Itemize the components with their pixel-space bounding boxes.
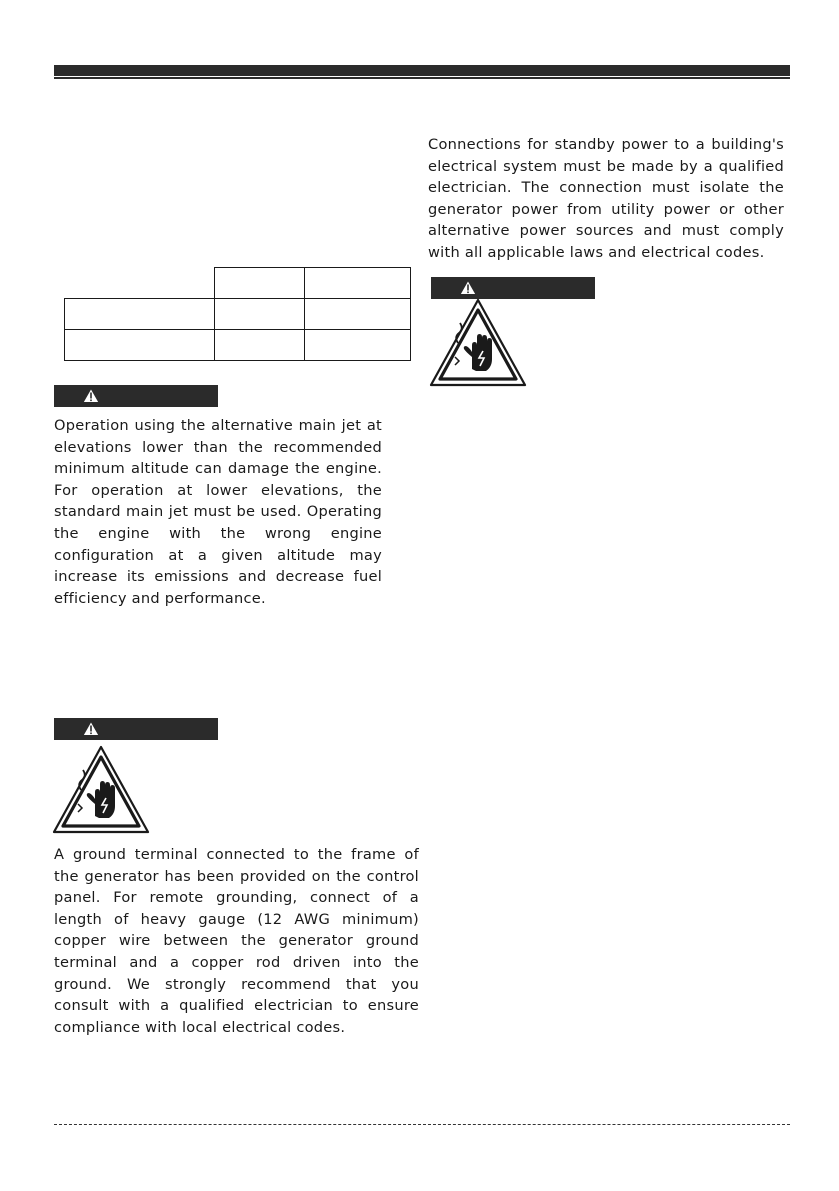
- warning-triangle-icon: [82, 387, 100, 404]
- table-cell: [65, 268, 215, 299]
- warning-label-altitude: [54, 385, 218, 407]
- altitude-warning-paragraph: Operation using the alternative main jet at elevations lower than the recommended minimum altitude can damage the engine. For operation at lower elevations, the standard main jet must be used. Operating the engine with the wrong engine configuration at a given altitude may increase its emissions and decrease fuel efficiency and performance.: [54, 417, 382, 607]
- footer-dashed-rule: [54, 1124, 790, 1125]
- table-row: [65, 299, 411, 330]
- table-cell: [305, 299, 411, 330]
- electric-shock-hand-icon: [51, 744, 151, 837]
- table-row: [65, 268, 411, 299]
- table-cell: [305, 330, 411, 361]
- table-cell: [215, 299, 305, 330]
- table-cell: [65, 299, 215, 330]
- warning-label-grounding: [54, 718, 218, 740]
- table-cell: [215, 268, 305, 299]
- warning-triangle-icon: [459, 279, 477, 296]
- standby-connection-paragraph: Connections for standby power to a building's electrical system must be made by a qualified electrician. The connection must isolate the generator power from utility power or other alternative power sources and must comply with all applicable laws and electrical codes.: [428, 136, 784, 261]
- warning-triangle-icon: [82, 720, 100, 737]
- header-bar: [54, 65, 790, 76]
- grounding-paragraph: A ground terminal connected to the frame of the generator has been provided on the control panel. For remote grounding, connect of a length of heavy gauge (12 AWG minimum) copper wire between the generator ground terminal and a copper rod driven into the ground. We strongly recommend that you consult with a qualified electrician to ensure compliance with local electrical codes.: [54, 846, 419, 1036]
- altitude-jet-table: [64, 267, 411, 361]
- table-cell: [305, 268, 411, 299]
- electric-shock-hand-icon: [428, 297, 528, 390]
- warning-label-standby: [431, 277, 595, 299]
- table-row: [65, 330, 411, 361]
- table-cell: [215, 330, 305, 361]
- table-cell: [65, 330, 215, 361]
